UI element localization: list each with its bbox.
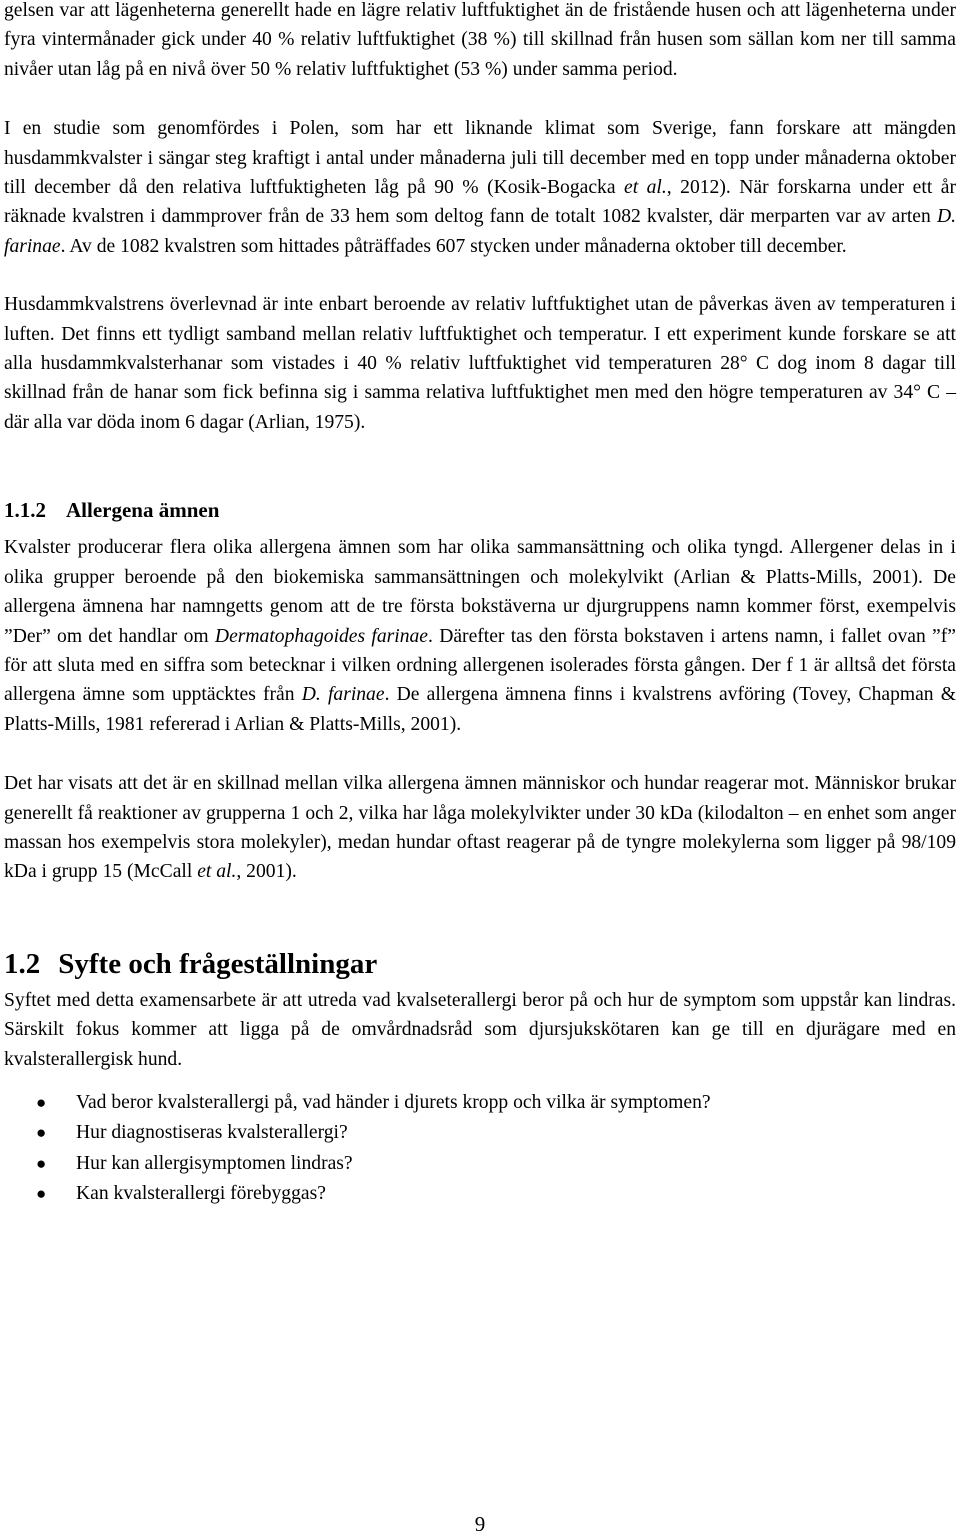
text-segment: , 2012). När forskarna under ett år räknade kvalstren i dammprover från de 33 hem som deltog fann de totalt 1082 kvalster, där merparten var av arten — [4, 177, 956, 228]
paragraph-purpose: Syftet med detta examensarbete är att utreda vad kvalseterallergi beror på och hur de symptom som uppstår kan lindras. Särskilt fokus kommer att ligga på de omvårdnadsråd som djursjukskötaren kan ge till en djurägare med en kvalsterallergisk hund. — [4, 989, 956, 1070]
list-item — [4, 1179, 956, 1210]
section-number: 1.1.2 — [4, 498, 46, 523]
italic-species: D. farinae — [301, 684, 385, 706]
list-item — [4, 1088, 956, 1119]
list-item-text: Kan kvalsterallergi förebyggas? — [76, 1183, 326, 1205]
text-segment: Det har visats att det är en skillnad mellan vilka allergena ämnen människor och hundar reagerar mot. Människor brukar generellt få reaktioner av grupperna 1 och 2, vilka har låga molekylvikter under 30 kDa (kilodalton – en enhet som anger massan hos exempelvis stora molekyler), medan hundar oftast reagerar på de tyngre molekylerna som ligger på 98/109 kDa i grupp 15 (McCall — [4, 773, 956, 883]
list-item-text: Hur diagnostiseras kvalsterallergi? — [76, 1122, 348, 1144]
bullet-icon: ● — [36, 1184, 47, 1204]
text-segment: I en studie som genomfördes i Polen, som har ett liknande klimat som Sverige, fann forskare att mängden husdammkvalster i sängar steg kraftigt i antal under månaderna juli till december med en topp under månaderna oktober till december då den relativa luftfuktigheten låg på 90 % (Kosik-Bogacka — [4, 118, 956, 199]
italic-et-al: et al. — [624, 177, 667, 199]
bullet-icon: ● — [36, 1092, 47, 1112]
section-heading-1-1-2 — [4, 495, 956, 525]
section-title: Allergena ämnen — [66, 498, 220, 523]
paragraph-poland-study — [4, 114, 956, 261]
italic-species: D. farinae — [4, 206, 956, 257]
text-segment: Kvalster producerar flera olika allergena ämnen som har olika sammansättning och olika tyngd. Allergener delas in i olika grupper beroende på den biokemiska sammansättningen och molekylvikt (Arlian & Platts-Mills, 2001). De allergena ämnena har namngetts genom att de tre första bokstäverna ur djurgruppens namn kommer först, exempelvis ”Der” om det handlar om — [4, 537, 956, 647]
text-segment: . Av de 1082 kvalstren som hittades påträffades 607 stycken under månaderna oktober till december. — [60, 235, 847, 257]
bullet-icon: ● — [36, 1153, 47, 1173]
question-list — [4, 1088, 956, 1210]
paragraph-temperature: Husdammkvalstrens överlevnad är inte enbart beroende av relativ luftfuktighet utan de påverkas även av temperaturen i luften. Det finns ett tydligt samband mellan relativ luftfuktighet och temperatur. I ett experiment kunde forskare se att alla husdammkvalsterhanar som vistades i 40 % relativ luftfuktighet vid temperaturen 28° C dog inom 8 dagar till skillnad från de hanar som fick befinna sig i samma relativa luftfuktighet men med den högre temperaturen av 34° C – där alla var döda inom 6 dagar (Arlian, 1975). — [4, 294, 956, 433]
text-segment: , 2001). — [236, 861, 297, 883]
text-segment: . De allergena ämnena finns i kvalstrens avföring (Tovey, Chapman & Platts-Mills, 1981 refererad i Arlian & Platts-Mills, 2001). — [4, 684, 957, 735]
section-number: 1.2 — [4, 947, 41, 980]
text-segment: . Därefter tas den första bokstaven i artens namn, i fallet ovan ”f” för att sluta med en siffra som betecknar i vilken ordning allergenen isolerades första gången. Der f 1 är alltså det första allergena ämne som upptäcktes från — [4, 625, 956, 706]
list-item — [4, 1149, 956, 1180]
section-heading-1-2 — [4, 942, 956, 982]
list-item-text: Hur kan allergisymptomen lindras? — [76, 1152, 353, 1174]
italic-genus: Dermatophagoides farinae — [214, 625, 429, 647]
bullet-icon: ● — [36, 1123, 47, 1143]
paragraph-allergens — [4, 533, 956, 739]
list-item — [4, 1118, 956, 1149]
italic-et-al: et al. — [197, 861, 237, 883]
paragraph-humans-dogs — [4, 769, 956, 887]
page-number: 9 — [474, 1512, 486, 1536]
section-title: Syfte och frågeställningar — [58, 947, 378, 980]
list-item-text: Vad beror kvalsterallergi på, vad händer i djurets kropp och vilka är symptomen? — [76, 1091, 711, 1113]
paragraph-intro: gelsen var att lägenheterna generellt hade en lägre relativ luftfuktighet än de fristående husen och att lägenheterna under fyra vintermånader gick under 40 % relativ luftfuktighet (38 %) till skillnad från husen som sällan kom ner till samma nivåer utan låg på en nivå över 50 % relativ luftfuktighet (53 %) under samma period. — [4, 0, 956, 80]
